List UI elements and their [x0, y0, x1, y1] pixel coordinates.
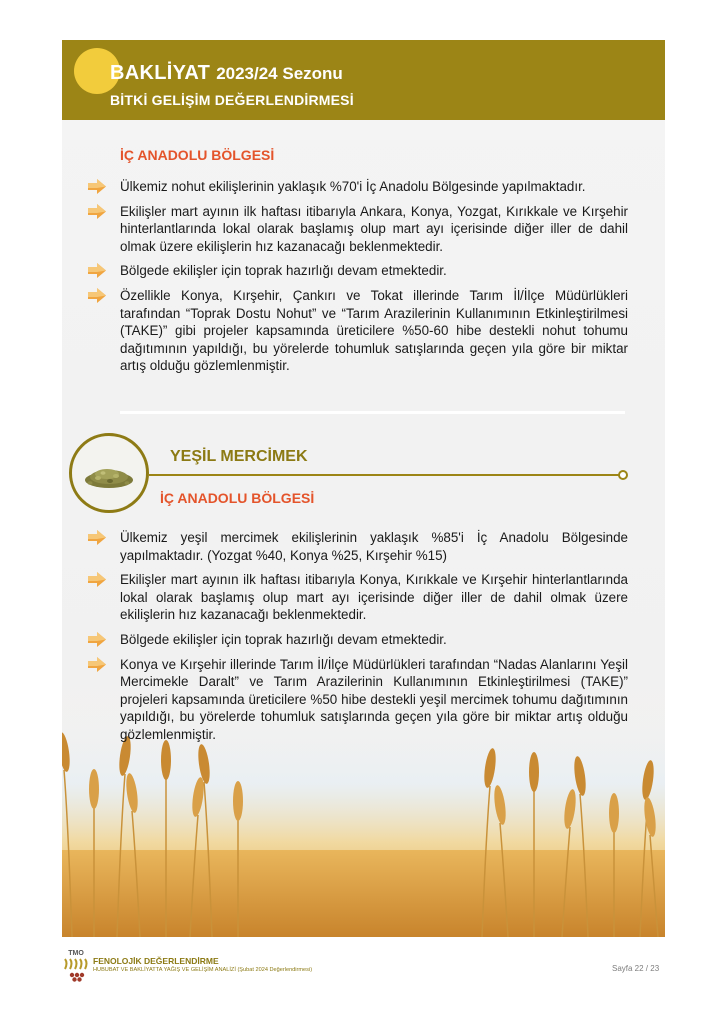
bullet-text: Ekilişler mart ayının ilk haftası itibarıyla Ankara, Konya, Yozgat, Kırıkkale ve Kırşehir hinterlantlarında lokal olarak başlamış olup mart ayı içerisinde diğer iller de dahil olmak üzere ekilişlerin hız kazanacağı beklenmektedir. — [120, 203, 628, 254]
list-item — [88, 571, 628, 624]
title-season: 2023/24 Sezonu — [216, 64, 343, 83]
list-item — [88, 529, 628, 564]
arrow-right-icon — [88, 572, 106, 587]
section2-title-line — [149, 474, 619, 476]
page-subtitle: BİTKİ GELİŞİM DEĞERLENDİRMESİ — [110, 92, 354, 108]
list-item — [88, 178, 628, 196]
bullet-text: Bölgede ekilişler için toprak hazırlığı devam etmektedir. — [120, 631, 447, 647]
section2-bullet-list — [88, 529, 628, 751]
bullet-text: Konya ve Kırşehir illerinde Tarım İl/İlçe Müdürlükleri tarafından “Nadas Alanlarını Yeşil Mercimekle Daralt” ve Tarım Arazilerinin Kullanımının Etkinleştirilmesi (TAKE)” projeleri kapsamında üreticilere %50 hibe destekli yeşil mercimek tohumu dağıtımının yapıldığı, bu yörelerde tohumluk satışlarında geçen yıla göre bir miktar artış olduğu gözlemlenmiştir. — [120, 656, 628, 742]
section2-line-endpoint — [618, 470, 628, 480]
arrow-right-icon — [88, 530, 106, 545]
arrow-right-icon — [88, 179, 106, 194]
arrow-right-icon — [88, 204, 106, 219]
bullet-text: Ülkemiz yeşil mercimek ekilişlerinin yaklaşık %85'i İç Anadolu Bölgesinde yapılmaktadır. (Yozgat %40, Konya %25, Kırşehir %15) — [120, 530, 628, 563]
wheat-ear — [609, 793, 619, 833]
lentil-image-ring — [69, 433, 149, 513]
section2-region-heading: İÇ ANADOLU BÖLGESİ — [160, 490, 315, 506]
section1-bullet-list — [88, 178, 628, 382]
lentil-pile-icon — [72, 436, 146, 510]
list-item — [88, 287, 628, 375]
wheat-ear — [89, 769, 99, 809]
arrow-right-icon — [88, 657, 106, 672]
tmo-logo-text: TMO — [68, 950, 84, 957]
title-main: BAKLİYAT — [110, 62, 211, 84]
footer-subtitle: HUBUBAT VE BAKLİYATTA YAĞIŞ VE GELİŞİM ANALİZİ (Şubat 2024 Değerlendirmesi) — [93, 967, 313, 973]
wheat-ear — [233, 781, 243, 821]
list-item — [88, 203, 628, 256]
list-item — [88, 262, 628, 280]
footer-title: FENOLOJİK DEĞERLENDİRME — [93, 956, 219, 966]
arrow-right-icon — [88, 288, 106, 303]
arrow-right-icon — [88, 263, 106, 278]
list-item — [88, 656, 628, 744]
arrow-right-icon — [88, 632, 106, 647]
bullet-text: Bölgede ekilişler için toprak hazırlığı devam etmektedir. — [120, 263, 447, 279]
tmo-logo — [62, 947, 90, 987]
section-divider — [120, 411, 625, 414]
section1-region-heading: İÇ ANADOLU BÖLGESİ — [120, 147, 275, 163]
page-title — [110, 62, 343, 85]
section2-title: YEŞİL MERCİMEK — [170, 448, 308, 465]
bullet-text: Ülkemiz nohut ekilişlerinin yaklaşık %70'i İç Anadolu Bölgesinde yapılmaktadır. — [120, 179, 586, 194]
page-number: Sayfa 22 / 23 — [612, 964, 660, 973]
list-item — [88, 631, 628, 649]
bullet-text: Ekilişler mart ayının ilk haftası itibarıyla Konya, Kırıkkale ve Kırşehir hinterlantlarında lokal olarak başlamış olup mart ayı içerisinde diğer iller de dahil olmak üzere ekilişlerin hız kazanacağı beklenmektedir. — [120, 572, 628, 623]
bullet-text: Özellikle Konya, Kırşehir, Çankırı ve Tokat illerinde Tarım İl/İlçe Müdürlükleri tarafından “Toprak Dostu Nohut” ve “Tarım Arazilerinin Kullanımının Etkinleştirilmesi (TAKE)” gibi projeler kapsamında üreticilere %50-60 hibe destekli nohut tohumu dağıtımının yapıldığı, bu yörelerde tohumluk satışlarında geçen yıla göre bir miktar artış olduğu gözlemlenmiştir. — [120, 287, 628, 374]
wheat-ear — [529, 752, 539, 792]
